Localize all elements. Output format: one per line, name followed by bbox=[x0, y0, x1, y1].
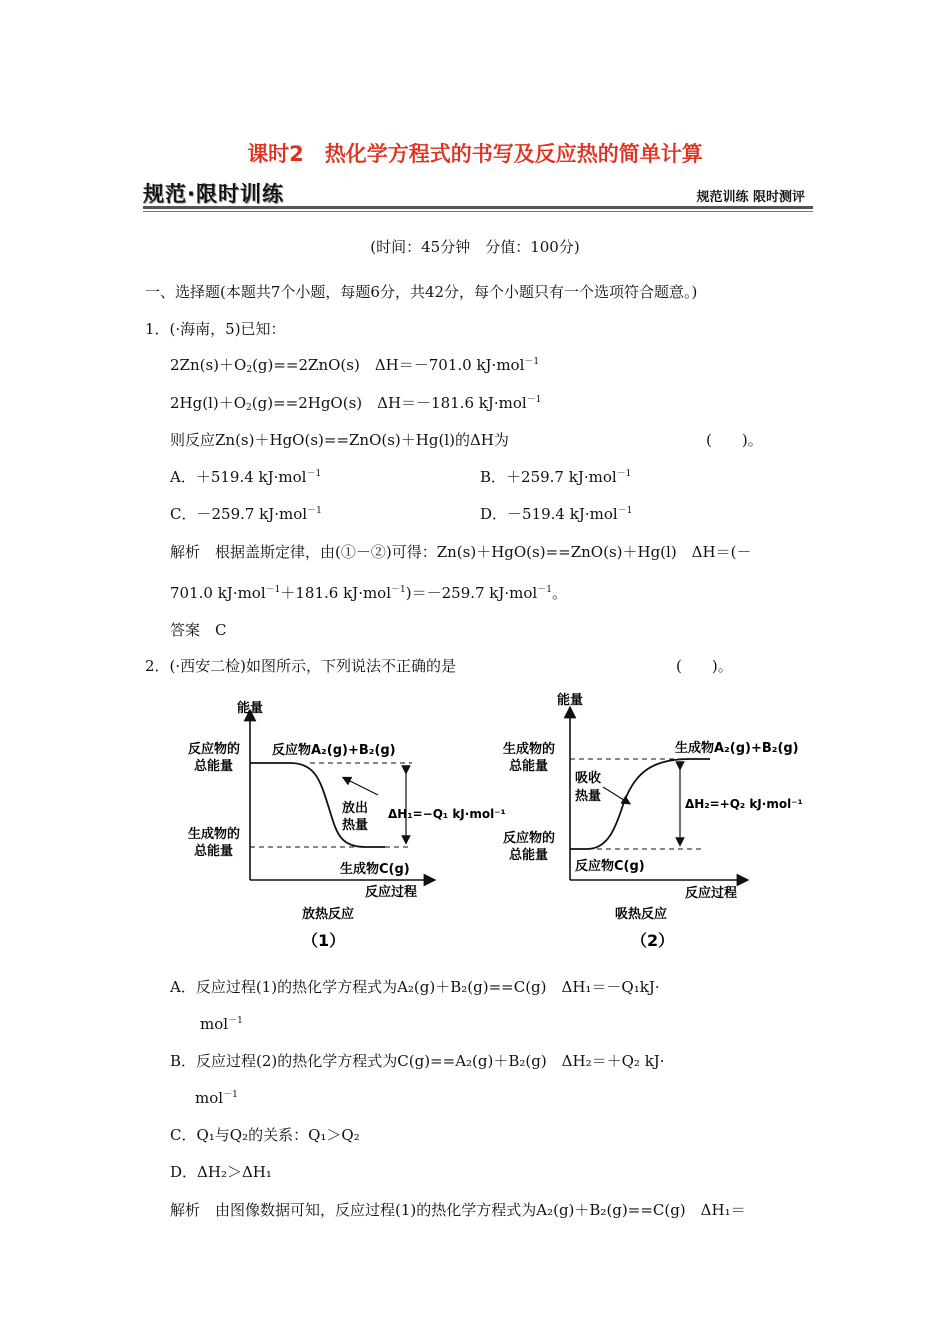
q1-option-b[interactable]: B．＋259.7 kJ·mol$^{-1}$ bbox=[480, 468, 632, 486]
reactant-species-label: 反应物A₂(g)+B₂(g) bbox=[272, 743, 396, 758]
q2-option-d[interactable]: D．ΔH₂＞ΔH₁ bbox=[170, 1163, 272, 1181]
reactant-energy-label-2: 总能量 bbox=[509, 848, 549, 863]
banner-title: 规范·限时训练 bbox=[143, 182, 284, 206]
q1-question: 则反应Zn(s)＋HgO(s)==ZnO(s)＋Hg(l)的ΔH为 bbox=[170, 431, 509, 449]
product-species-label: 生成物A₂(g)+B₂(g) bbox=[675, 741, 799, 756]
figure-caption: 放热反应 bbox=[302, 907, 355, 922]
figure-exothermic bbox=[180, 690, 510, 960]
q1-stem: 1．(·海南，5)已知： bbox=[145, 320, 286, 338]
q2-option-a-unit: mol$^{-1}$ bbox=[200, 1015, 243, 1033]
q1-option-c[interactable]: C．－259.7 kJ·mol$^{-1}$ bbox=[170, 505, 322, 523]
y-axis-label: 能量 bbox=[557, 693, 584, 708]
section-banner bbox=[143, 178, 813, 212]
product-energy-label: 生成物的 bbox=[503, 742, 556, 757]
q2-option-c[interactable]: C．Q₁与Q₂的关系：Q₁＞Q₂ bbox=[170, 1126, 360, 1144]
q2-answer-blank: ( )。 bbox=[676, 657, 733, 675]
release-heat-label-2: 热量 bbox=[342, 818, 369, 833]
figure-endothermic bbox=[495, 690, 810, 960]
reactant-energy-label: 反应物的 bbox=[503, 831, 556, 846]
x-axis-label: 反应过程 bbox=[685, 886, 738, 901]
banner-subtitle: 规范训练 限时测评 bbox=[696, 190, 805, 205]
reactant-energy-label-2: 总能量 bbox=[194, 759, 234, 774]
absorb-heat-label-2: 热量 bbox=[575, 789, 602, 804]
banner-rule-thin bbox=[143, 211, 813, 212]
y-axis-label: 能量 bbox=[237, 701, 264, 716]
q1-option-d[interactable]: D．－519.4 kJ·mol$^{-1}$ bbox=[480, 505, 633, 523]
q1-answer: 答案 C bbox=[170, 621, 227, 639]
q1-analysis-line1: 解析 根据盖斯定律，由(①－②)可得：Zn(s)＋HgO(s)==ZnO(s)＋Hg(l) ΔH＝(－ bbox=[170, 543, 752, 561]
product-energy-label: 生成物的 bbox=[188, 827, 241, 842]
q2-option-b[interactable]: B．反应过程(2)的热化学方程式为C(g)==A₂(g)＋B₂(g) ΔH₂＝＋Q₂ kJ· bbox=[170, 1052, 665, 1070]
q1-answer-blank: ( )。 bbox=[706, 431, 763, 449]
product-species-label: 生成物C(g) bbox=[340, 862, 410, 877]
absorb-heat-label: 吸收 bbox=[575, 771, 602, 786]
figure-caption: 吸热反应 bbox=[615, 907, 668, 922]
figure-number: （2） bbox=[631, 931, 675, 950]
reactant-species-label: 反应物C(g) bbox=[575, 859, 645, 874]
q1-analysis-line2: 701.0 kJ·mol$^{-1}$＋181.6 kJ·mol$^{-1}$)＝－259.7 kJ·mol$^{-1}$。 bbox=[170, 584, 567, 602]
product-energy-label-2: 总能量 bbox=[194, 844, 234, 859]
x-axis-label: 反应过程 bbox=[365, 885, 418, 900]
q2-option-b-unit: mol$^{-1}$ bbox=[195, 1089, 238, 1107]
page-title: 课时2 热化学方程式的书写及反应热的简单计算 bbox=[247, 142, 703, 166]
release-heat-label: 放出 bbox=[342, 801, 369, 816]
q2-option-a[interactable]: A．反应过程(1)的热化学方程式为A₂(g)＋B₂(g)==C(g) ΔH₁＝－Q₁kJ· bbox=[170, 978, 660, 996]
q2-stem: 2．(·西安二检)如图所示，下列说法不正确的是 bbox=[145, 657, 457, 675]
banner-rule bbox=[143, 206, 813, 209]
q1-equation-2: $2Hg(l)+O_2(g)==2HgO(s)$ ΔH＝－181.6 kJ·mol$^{-1}$ bbox=[170, 394, 542, 413]
section-heading: 一、选择题(本题共7个小题，每题6分，共42分，每个小题只有一个选项符合题意。) bbox=[145, 283, 698, 301]
product-energy-label-2: 总能量 bbox=[509, 759, 549, 774]
reactant-energy-label: 反应物的 bbox=[188, 742, 241, 757]
figure-number: （1） bbox=[302, 931, 346, 950]
q1-equation-1: $2Zn(s)+O_2(g)==2ZnO(s)$ ΔH＝－701.0 kJ·mol$^{-1}$ bbox=[170, 356, 540, 375]
delta-h1-label: ΔH₁=−Q₁ kJ·mol⁻¹ bbox=[388, 807, 506, 821]
delta-h2-label: ΔH₂=+Q₂ kJ·mol⁻¹ bbox=[685, 797, 803, 811]
q2-analysis: 解析 由图像数据可知，反应过程(1)的热化学方程式为A₂(g)＋B₂(g)==C(g) ΔH₁＝ bbox=[170, 1201, 746, 1219]
q1-option-a[interactable]: A．＋519.4 kJ·mol$^{-1}$ bbox=[170, 468, 322, 486]
exam-meta: (时间：45分钟 分值：100分) bbox=[370, 238, 580, 256]
